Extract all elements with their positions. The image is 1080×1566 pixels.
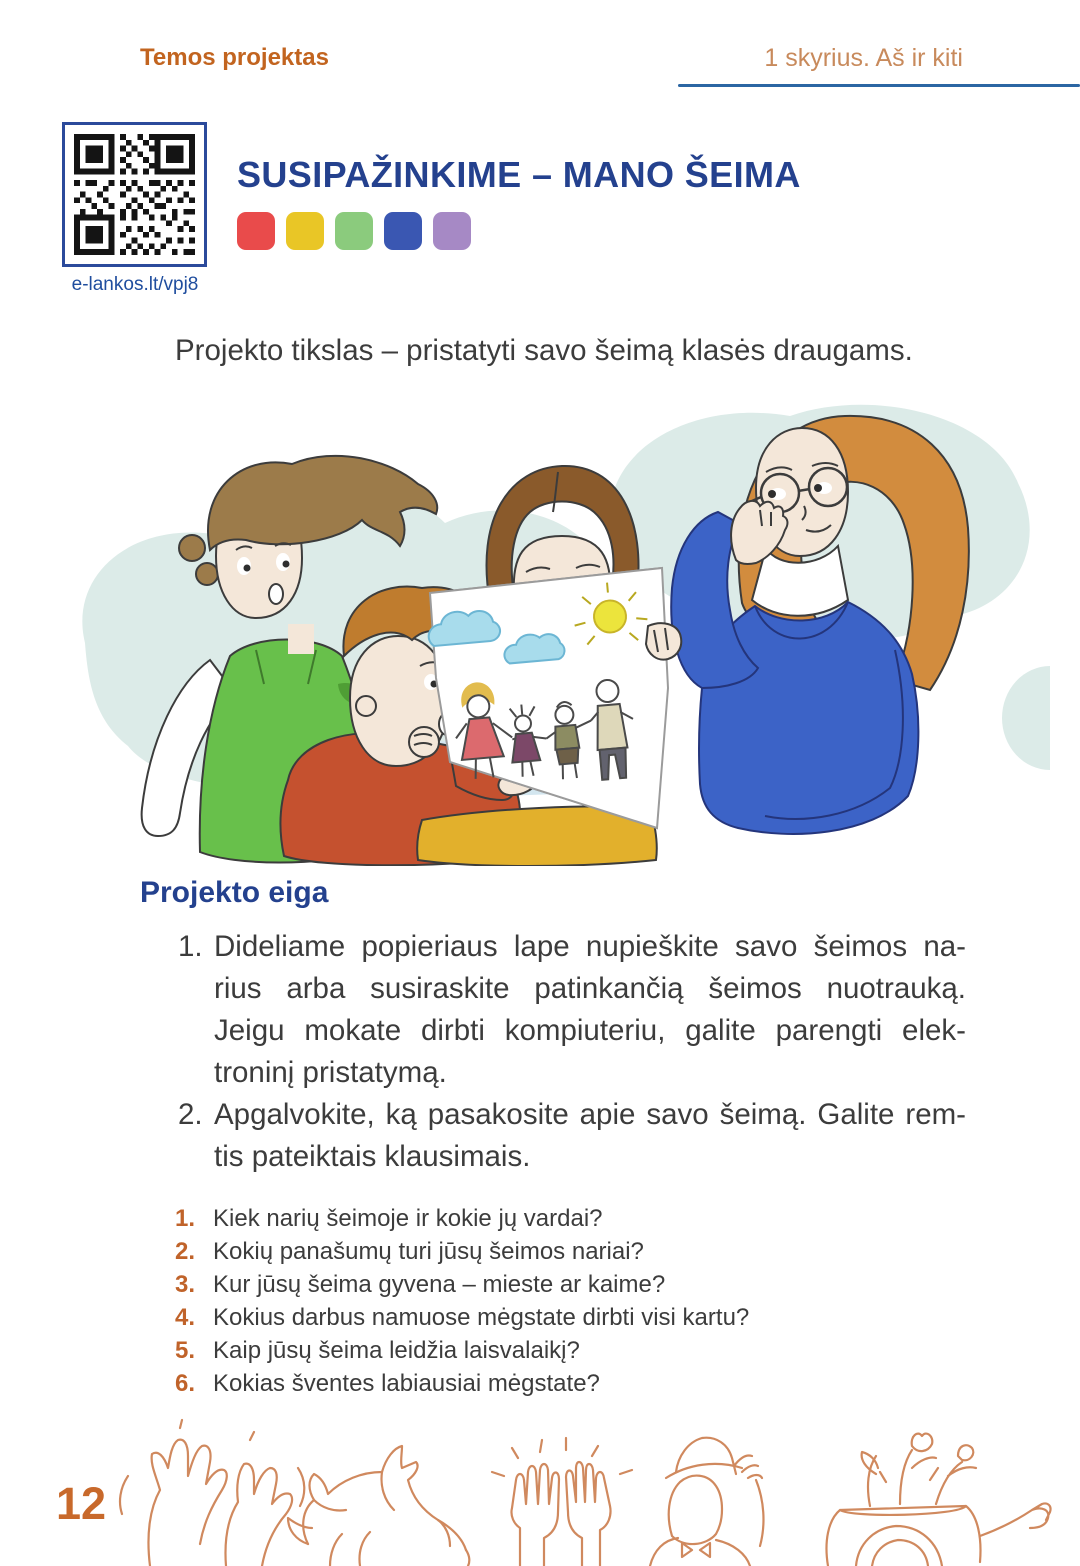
qr-link[interactable]: e-lankos.lt/vpj8 [71, 274, 199, 295]
question-item [175, 1268, 975, 1301]
person-hat-doodle [650, 1438, 763, 1566]
question-number: 6. [175, 1370, 196, 1397]
question-text: Kokių panašumų turi jūsų šeimos nariai? [213, 1238, 644, 1265]
questions-list [175, 1202, 975, 1400]
clapping-hands-doodle [492, 1438, 632, 1566]
step-line: rius arba susiraskite patinkančią šeimos nuotrauką. [214, 972, 966, 1005]
page-number: 12 [56, 1478, 107, 1529]
question-text: Kaip jūsų šeima leidžia laisvalaikį? [213, 1337, 580, 1364]
section-heading: Projekto eiga [140, 876, 329, 909]
footer-doodles [0, 1416, 1080, 1566]
step-line: Jeigu mokate dirbti kompiuteriu, galite parengti elek- [214, 1014, 966, 1047]
flower-cart-doodle [827, 1434, 1051, 1566]
header-rule [678, 84, 1080, 87]
question-text: Kur jūsų šeima gyvena – mieste ar kaime? [213, 1271, 666, 1298]
question-text: Kokius darbus namuose mėgstate dirbti visi kartu? [213, 1304, 750, 1331]
question-text: Kiek narių šeimoje ir kokie jų vardai? [213, 1205, 603, 1232]
step-text [214, 1094, 966, 1178]
question-number: 4. [175, 1304, 196, 1331]
step-item [178, 1094, 966, 1178]
color-tag-purple [433, 212, 471, 250]
step-line: Dideliame popieriaus lape nupieškite savo šeimos na- [214, 930, 966, 963]
step-line: Apgalvokite, ką pasakosite apie savo šeimą. Galite rem- [214, 1098, 966, 1131]
step-number: 1. [178, 930, 203, 963]
question-number: 2. [175, 1238, 196, 1265]
topic-color-tags [237, 212, 471, 250]
color-tag-yellow [286, 212, 324, 250]
classroom-illustration [50, 388, 1050, 866]
qr-code [62, 122, 207, 267]
step-text [214, 926, 966, 1094]
lesson-title: SUSIPAŽINKIME – MANO ŠEIMA [237, 154, 801, 195]
project-steps-list [178, 926, 966, 1178]
question-item [175, 1202, 975, 1235]
step-line: tis pateiktais klausimais. [214, 1140, 531, 1173]
question-number: 1. [175, 1205, 196, 1232]
question-text: Kokias šventes labiausiai mėgstate? [213, 1370, 600, 1397]
question-item [175, 1367, 975, 1400]
running-head-left: Temos projektas [140, 44, 329, 71]
question-item [175, 1334, 975, 1367]
question-item [175, 1235, 975, 1268]
color-tag-red [237, 212, 275, 250]
dog-doodle [288, 1446, 469, 1566]
question-item [175, 1301, 975, 1334]
step-line: troninį pristatymą. [214, 1056, 447, 1089]
waving-hands-doodle [120, 1420, 304, 1566]
question-number: 3. [175, 1271, 196, 1298]
color-tag-blue [384, 212, 422, 250]
color-tag-green [335, 212, 373, 250]
step-number: 2. [178, 1098, 203, 1131]
project-goal-text: Projekto tikslas – pristatyti savo šeimą klasės draugams. [175, 334, 913, 367]
step-item [178, 926, 966, 1094]
question-number: 5. [175, 1337, 196, 1364]
running-head-right: 1 skyrius. Aš ir kiti [764, 44, 963, 72]
